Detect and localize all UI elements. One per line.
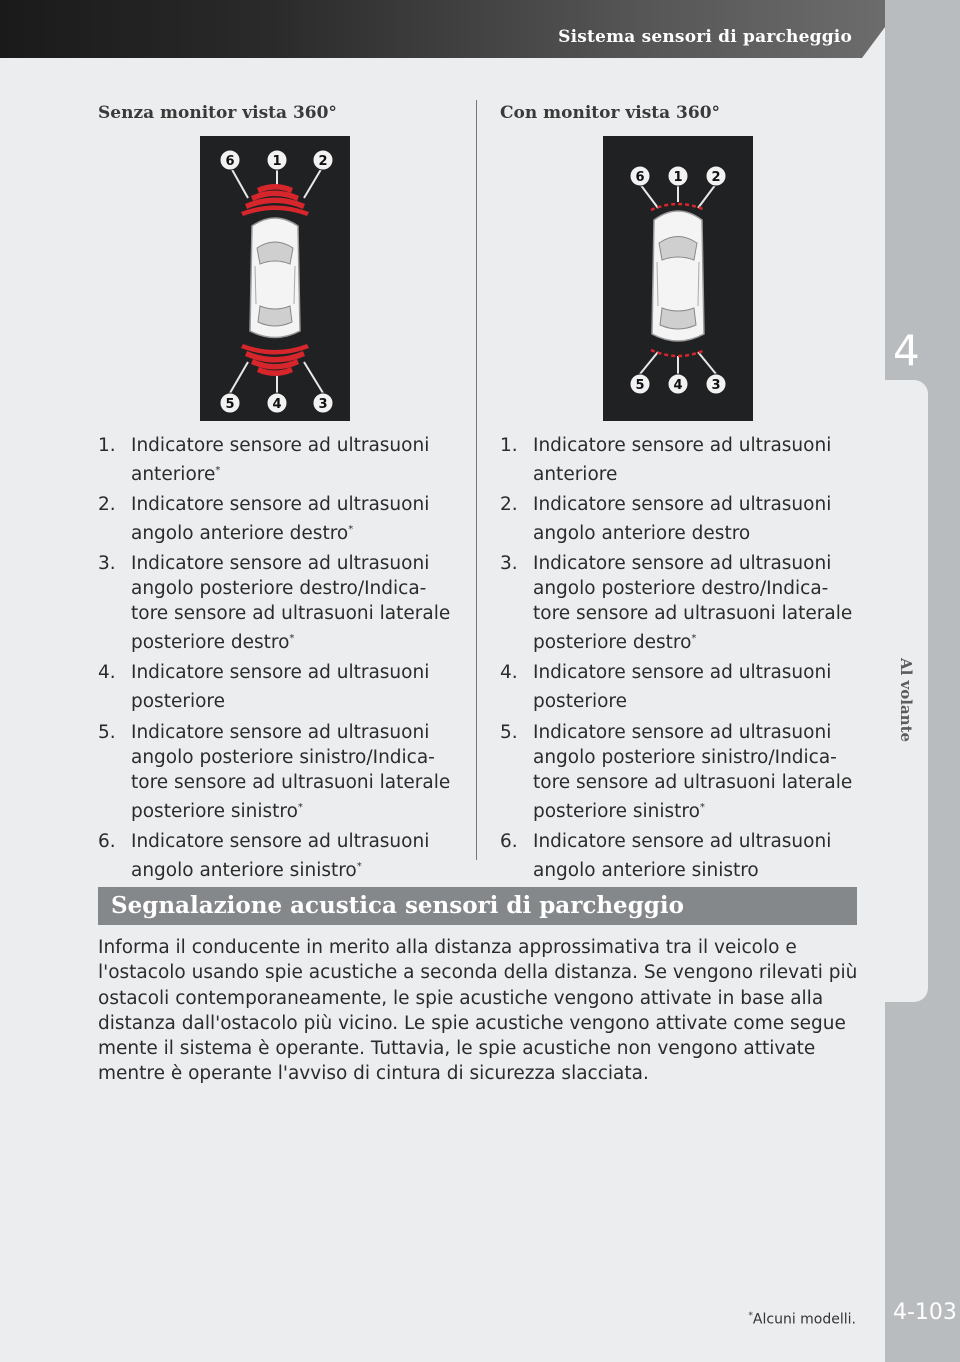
section-heading-bar [98, 887, 857, 925]
diagram-label: 3 [711, 378, 721, 393]
column-divider [476, 100, 477, 860]
car-sensor-diagram-left [200, 136, 350, 421]
footnote-text: Alcuni modelli. [752, 1311, 856, 1328]
diagram-label: 2 [318, 154, 328, 169]
list-item: 3. Indicatore sensore ad ultrasuoni angolo posteriore destro/Indica-tore sensore ad ultrasuoni laterale posteriore destro* [500, 553, 853, 654]
left-indicator-list [98, 433, 453, 888]
car-icon [250, 218, 300, 338]
diagram-without-360-monitor [200, 136, 350, 421]
list-item: 4. Indicatore sensore ad ultrasuoni posteriore [500, 662, 832, 713]
left-heading: Senza monitor vista 360° [98, 103, 337, 123]
list-item: 5. Indicatore sensore ad ultrasuoni angolo posteriore sinistro/Indica-tore sensore ad ultrasuoni laterale posteriore sinistro* [500, 721, 853, 822]
diagram-label: 1 [673, 170, 683, 185]
chapter-number: 4 [893, 326, 920, 375]
list-item: 1. Indicatore sensore ad ultrasuoni anteriore* [98, 435, 430, 486]
list-item: 5. Indicatore sensore ad ultrasuoni angolo posteriore sinistro/Indica-tore sensore ad ultrasuoni laterale posteriore sinistro* [98, 721, 451, 822]
list-item: 2. Indicatore sensore ad ultrasuoni angolo anteriore destro* [98, 494, 430, 545]
footnote-star: * [748, 1311, 753, 1321]
diagram-label: 5 [225, 397, 235, 412]
diagram-label: 4 [673, 378, 683, 393]
diagram-label: 6 [225, 154, 235, 169]
diagram-label: 1 [272, 154, 282, 169]
diagram-label: 6 [635, 170, 645, 185]
diagram-label: 2 [711, 170, 721, 185]
chapter-label-wrap [893, 645, 919, 755]
list-item: 3. Indicatore sensore ad ultrasuoni angolo posteriore destro/Indica-tore sensore ad ultrasuoni laterale posteriore destro* [98, 553, 451, 654]
list-item: 1. Indicatore sensore ad ultrasuoni anteriore [500, 435, 832, 486]
diagram-label: 3 [318, 397, 328, 412]
car-icon [652, 211, 704, 341]
page-number: 4-103 [893, 1300, 957, 1325]
chapter-label: Al volante [897, 657, 915, 743]
page-header-title: Sistema sensori di parcheggio [558, 27, 852, 47]
right-heading: Con monitor vista 360° [500, 103, 721, 123]
list-item: 2. Indicatore sensore ad ultrasuoni angolo anteriore destro [500, 494, 832, 545]
diagram-with-360-monitor [603, 136, 753, 421]
diagram-label: 5 [635, 378, 645, 393]
section-paragraph: Informa il conducente in merito alla distanza approssimativa tra il veicolo e l'ostacolo usando spie acustiche a seconda della distanza. Se vengono rilevati più ostacoli contemporaneamente, le spie acustiche vengono attivate in base alla distanza dall'ostacolo più vicino. Le spie acustiche vengono attivate come segue mente il sistema è operante. Tuttavia, le spie acustiche non vengono attivate mentre è operante l'avviso di cintura di sicurezza slacciata. [98, 937, 858, 1085]
right-indicator-list [500, 433, 855, 888]
car-sensor-diagram-right [603, 136, 753, 421]
list-item: 4. Indicatore sensore ad ultrasuoni posteriore [98, 662, 430, 713]
footnote [748, 1311, 856, 1328]
list-item: 6. Indicatore sensore ad ultrasuoni angolo anteriore sinistro [500, 830, 832, 881]
section-title: Segnalazione acustica sensori di parcheggio [111, 892, 684, 919]
diagram-label: 4 [272, 397, 282, 412]
list-item: 6. Indicatore sensore ad ultrasuoni angolo anteriore sinistro* [98, 830, 430, 881]
